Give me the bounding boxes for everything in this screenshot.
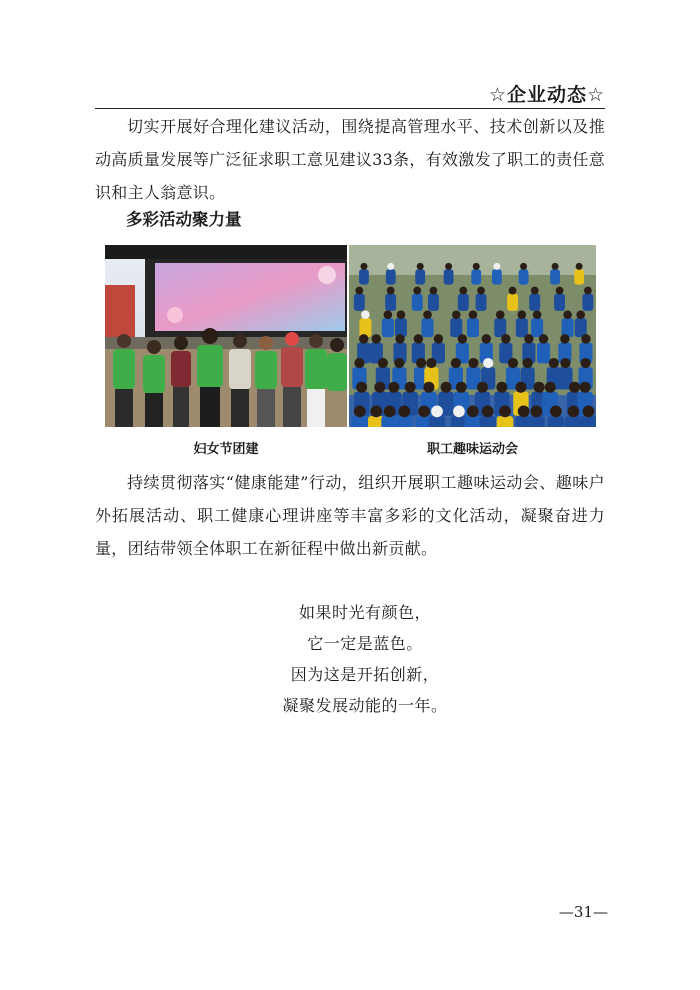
poem-line: 如果时光有颜色， (298, 603, 431, 622)
caption-womens-day: 妇女节团建 (193, 442, 259, 457)
page-number: —31— (558, 903, 608, 921)
poem-line: 凝聚发展动能的一年。 (282, 696, 448, 715)
poem-line: 它一定是蓝色。 (307, 634, 423, 653)
poem (0, 597, 700, 721)
poem-line: 因为这是开拓创新， (290, 665, 440, 684)
paragraph-healthy-activities: 持续贯彻落实“健康能建”行动，组织开展职工趣味运动会、趣味户外拓展活动、职工健康心理讲座等丰富多彩的文化活动，凝聚奋进力量，团结带领全体职工在新征程中做出新贡献。 (95, 473, 605, 558)
photo-sports-meet (349, 245, 596, 427)
paragraph-suggestions: 切实开展好合理化建议活动，围绕提高管理水平、技术创新以及推动高质量发展等广泛征求职工意见建议33条，有效激发了职工的责任意识和主人翁意识。 (95, 117, 605, 202)
section-header: ☆企业动态☆ (488, 84, 605, 106)
caption-sports-meet: 职工趣味运动会 (426, 442, 518, 457)
header-rule (95, 108, 605, 109)
section-title: 多彩活动聚力量 (126, 210, 242, 229)
photo-womens-day (105, 245, 347, 427)
